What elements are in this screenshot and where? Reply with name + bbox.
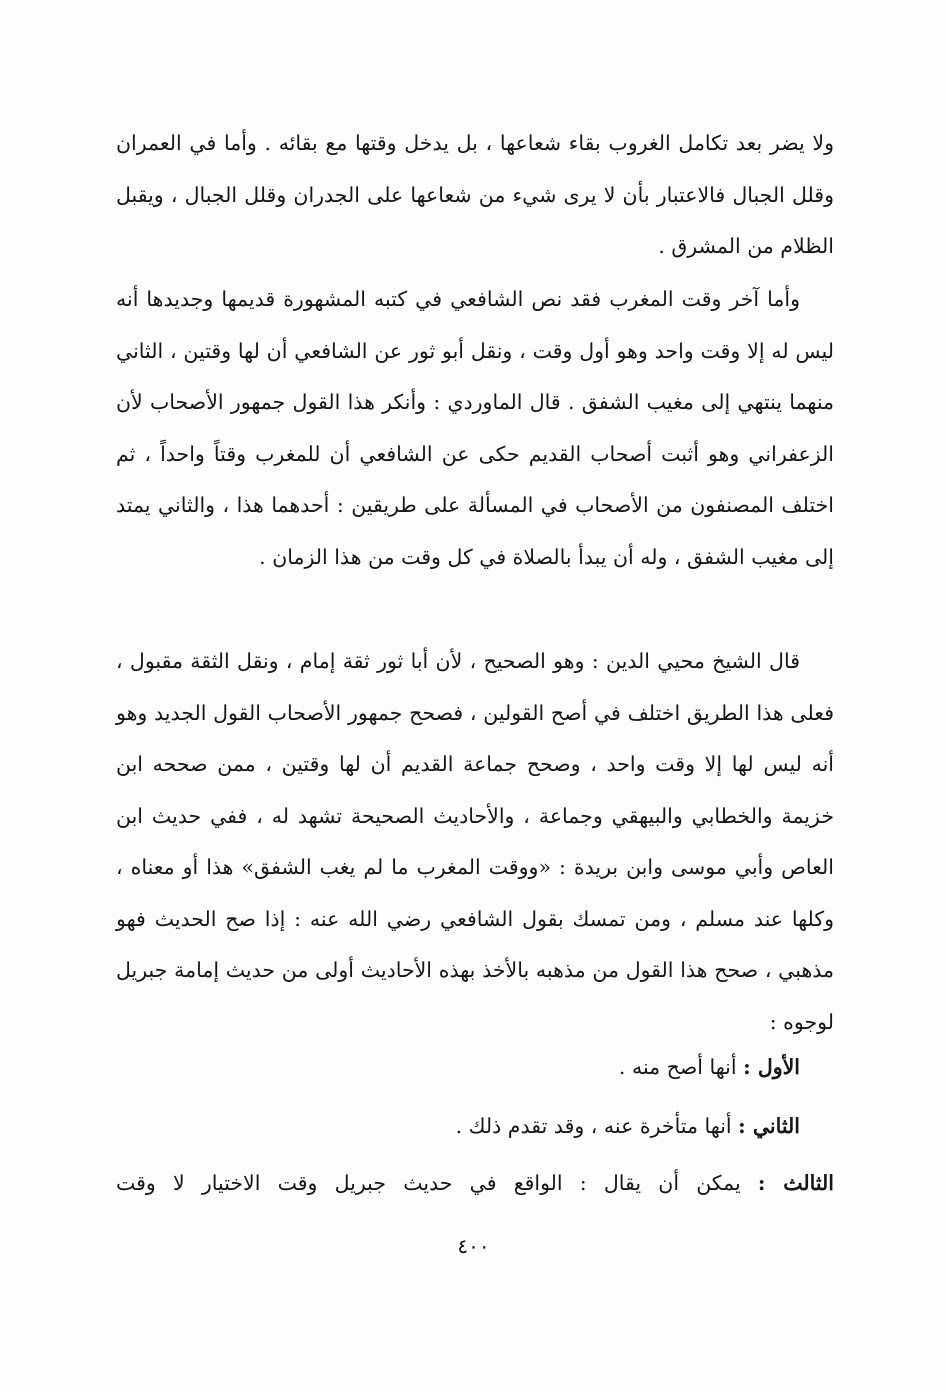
reason-second — [456, 1101, 800, 1153]
reason-text: أنها متأخرة عنه ، وقد تقدم ذلك . — [455, 1114, 732, 1138]
reason-text: يمكن أن يقال : الواقع في حديث جبريل وقت الاختيار لا وقت — [116, 1171, 741, 1195]
reason-label: الثاني : — [738, 1114, 800, 1138]
paragraph-text: ولا يضر بعد تكامل الغروب بقاء شعاعها ، بل يدخل وقتها مع بقائه . وأما في العمران وقلل الجبال فالاعتبار بأن لا يرى شيء من شعاعها على الجدران وقلل الجبال ، ويقبل الظلام من المشرق . — [116, 131, 834, 258]
reason-third — [116, 1158, 834, 1210]
paragraph-text: قال الشيخ محيي الدين : وهو الصحيح ، لأن أبا ثور ثقة إمام ، ونقل الثقة مقبول ، فعلى هذا الطريق اختلف في أصح القولين ، فصحح جمهور الأصحاب القول الجديد وهو أنه ليس لها إلا وقت واحد ، وصحح جماعة القديم أن لها وقتين ، ممن صححه ابن خزيمة والخطابي والبيهقي وجماعة ، والأحاديث الصحيحة تشهد له ، ففي حديث ابن العاص وأبي موسى وابن بريدة : «ووقت المغرب ما لم يغب الشفق» هذا أو معناه ، وكلها عند مسلم ، ومن تمسك بقول الشافعي رضي الله عنه : إذا صح الحديث فهو مذهبي ، صحح هذا القول من مذهبه بالأخذ بهذه الأحاديث أولى من حديث إمامة جبريل لوجوه : — [116, 649, 834, 1034]
reason-label: الأول : — [743, 1055, 800, 1079]
paragraph-text: وأما آخر وقت المغرب فقد نص الشافعي في كتبه المشهورة قديمها وجديدها أنه ليس له إلا وقت واحد وهو أول وقت ، ونقل أبو ثور عن الشافعي أن لها وقتين ، الثاني منهما ينتهي إلى مغيب الشفق . قال الماوردي : وأنكر هذا القول جمهور الأصحاب لأن الزعفراني وهو أثبت أصحاب القديم حكى عن الشافعي أن للمغرب وقتاً واحداً ، ثم اختلف المصنفون من الأصحاب في المسألة على طريقين : أحدهما هذا ، والثاني يمتد إلى مغيب الشفق ، وله أن يبدأ بالصلاة في كل وقت من هذا الزمان . — [116, 287, 834, 569]
reason-first — [619, 1042, 800, 1094]
reasons-list — [116, 0, 834, 1391]
reason-label: الثالث : — [757, 1171, 834, 1195]
page-number: ٤٠٠ — [457, 1234, 490, 1258]
reason-text: أنها أصح منه . — [618, 1055, 737, 1079]
